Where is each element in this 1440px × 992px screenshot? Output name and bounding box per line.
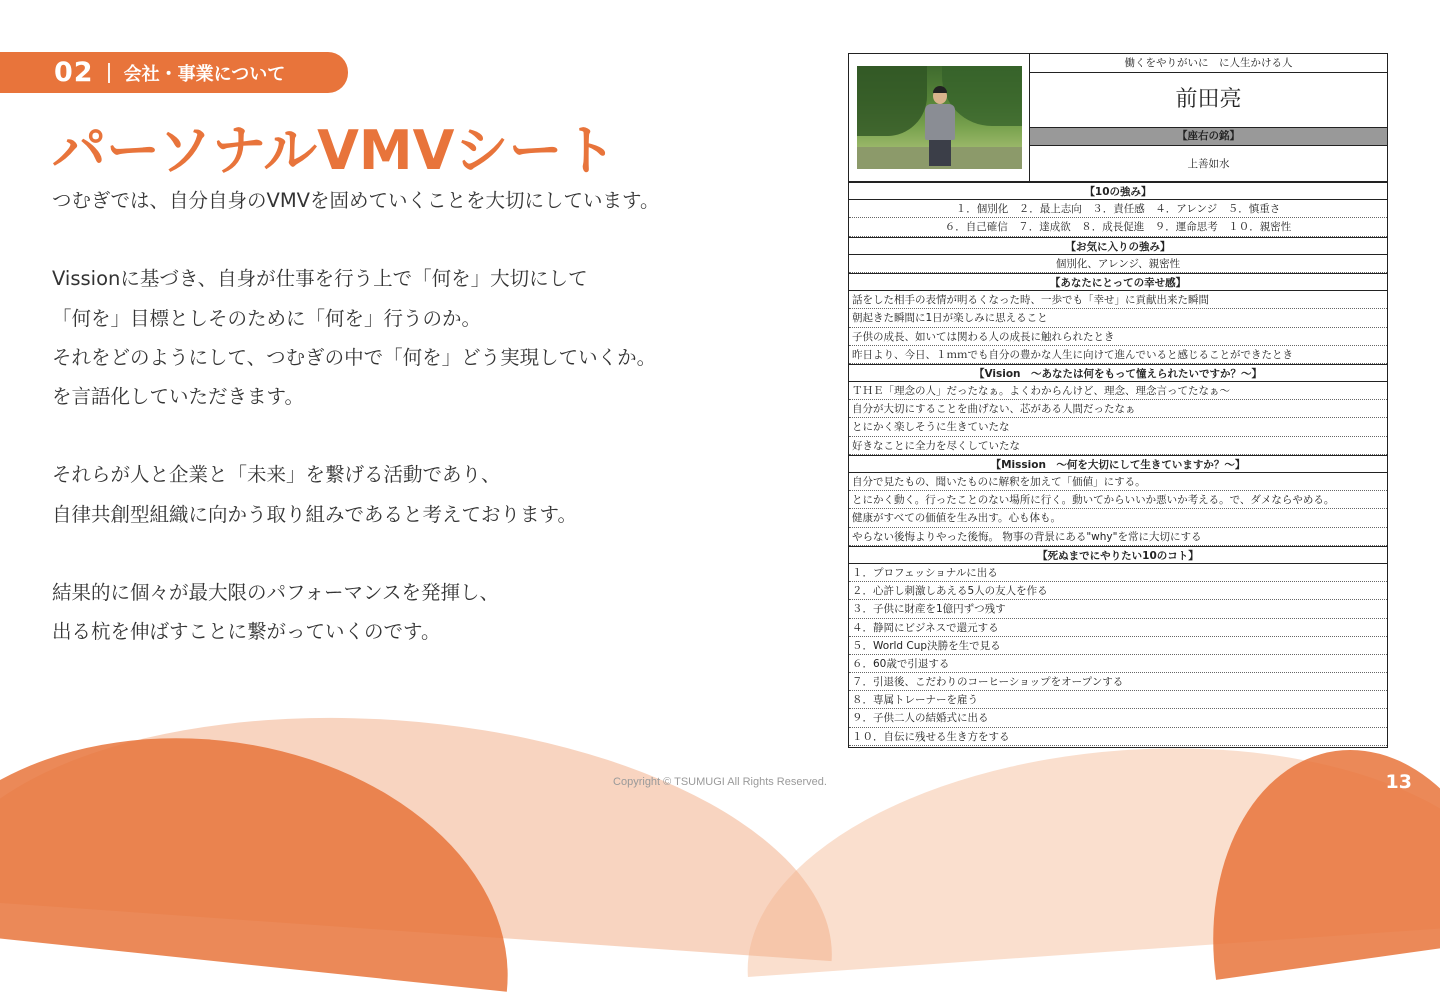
- strengths-row: ６．自己確信 ７．達成欲 ８．成長促進 ９．運命思考 １０．親密性: [849, 218, 1387, 236]
- body-line: それらが人と企業と「未来」を繋げる活動であり、: [52, 463, 501, 487]
- body-line: それをどのようにして、つむぎの中で「何を」どう実現していくか。: [52, 345, 657, 369]
- body-line: つむぎでは、自分自身のVMVを固めていくことを大切にしています。: [52, 189, 660, 212]
- mission-heading: 【Mission ～何を大切にして生きていますか？～】: [849, 455, 1387, 473]
- favorite-heading: 【お気に入りの強み】: [849, 237, 1387, 255]
- sheet-rows: [849, 182, 1387, 746]
- bucket-row: ８．専属トレーナーを雇う: [849, 691, 1387, 709]
- section-label: 会社・事業について: [123, 63, 286, 85]
- bucket-row: ５．World Cup決勝を生で見る: [849, 637, 1387, 655]
- vision-row: ＴＨＥ「理念の人」だったなぁ。よくわからんけど、理念、理念言ってたなぁ～: [849, 382, 1387, 400]
- mission-row: 自分で見たもの、聞いたものに解釈を加えて「価値」にする。: [849, 473, 1387, 491]
- section-divider: [108, 63, 110, 83]
- bucket-row: ２．心許し刺激しあえる5人の友人を作る: [849, 582, 1387, 600]
- bucket-row: １．プロフェッショナルに出る: [849, 564, 1387, 582]
- mission-row: やらない後悔よりやった後悔。 物事の背景にある"why"を常に大切にする: [849, 528, 1387, 546]
- vision-row: 好きなことに全力を尽くしていたな: [849, 437, 1387, 455]
- body-spacer: [52, 220, 792, 259]
- section-badge: [0, 52, 348, 93]
- section-number: 02: [54, 57, 94, 88]
- bucket-row: ４．静岡にビジネスで還元する: [849, 619, 1387, 637]
- page-number: 13: [1385, 771, 1412, 793]
- bucket-heading: 【死ぬまでにやりたい10のコト】: [849, 546, 1387, 564]
- vision-row: とにかく楽しそうに生きていたな: [849, 418, 1387, 436]
- bucket-row: １０．自伝に残せる生き方をする: [849, 728, 1387, 746]
- sheet-profile: [849, 54, 1387, 182]
- bucket-row: ３．子供に財産を1億円ずつ残す: [849, 600, 1387, 618]
- photo-cell: [849, 54, 1030, 181]
- motto-heading: 【座右の銘】: [1030, 127, 1387, 146]
- happiness-heading: 【あなたにとっての幸せ感】: [849, 273, 1387, 291]
- happiness-row: 話をした相手の表情が明るくなった時、一歩でも「幸せ」に貢献出来た瞬間: [849, 291, 1387, 309]
- body-spacer: [52, 416, 792, 455]
- profile-tagline: 働くをやりがいに に人生かける人: [1030, 54, 1387, 73]
- happiness-row: 昨日より、今日、１ｍｍでも自分の豊かな人生に向けて進んでいると感じることができたとき: [849, 346, 1387, 364]
- body-text: [52, 181, 792, 651]
- copyright: Copyright © TSUMUGI All Rights Reserved.: [613, 776, 827, 788]
- profile-name: 前田亮: [1175, 87, 1242, 112]
- bucket-row: ７．引退後、こだわりのコーヒーショップをオープンする: [849, 673, 1387, 691]
- profile-photo: [857, 66, 1022, 169]
- bucket-row: ９．子供二人の結婚式に出る: [849, 709, 1387, 727]
- vision-row: 自分が大切にすることを曲げない、芯がある人間だったなぁ: [849, 400, 1387, 418]
- body-line: 「何を」目標としそのために「何を」行うのか。: [52, 306, 482, 330]
- strengths-row: １．個別化 ２．最上志向 ３．責任感 ４．アレンジ ５．慎重さ: [849, 200, 1387, 218]
- happiness-row: 朝起きた瞬間に1日が楽しみに思えること: [849, 309, 1387, 327]
- bucket-row: ６．60歳で引退する: [849, 655, 1387, 673]
- body-line: Vissionに基づき、自身が仕事を行う上で「何を」大切にして: [52, 267, 588, 291]
- motto-text: 上善如水: [1187, 158, 1230, 170]
- body-line: 結果的に個々が最大限のパフォーマンスを発揮し、: [52, 580, 499, 604]
- page-title: パーソナルVMVシート: [52, 119, 617, 182]
- body-spacer: [52, 534, 792, 573]
- mission-row: 健康がすべての価値を生み出す。心も体も。: [849, 509, 1387, 527]
- vmv-sheet: [848, 53, 1388, 748]
- body-line: 出る杭を伸ばすことに繋がっていくのです。: [52, 620, 441, 644]
- favorite-row: 個別化、アレンジ、親密性: [849, 255, 1387, 273]
- happiness-row: 子供の成長、如いては関わる人の成長に触れられたとき: [849, 328, 1387, 346]
- profile-info: [1030, 54, 1387, 181]
- body-line: を言語化していただきます。: [52, 384, 304, 408]
- body-line: 自律共創型組織に向かう取り組みであると考えております。: [52, 502, 577, 526]
- strengths-heading: 【10の強み】: [849, 182, 1387, 200]
- vision-heading: 【Vision ～あなたは何をもって憧えられたいですか？～】: [849, 364, 1387, 382]
- mission-row: とにかく動く。行ったことのない場所に行く。動いてからいいか悪いか考える。で、ダメならやめる。: [849, 491, 1387, 509]
